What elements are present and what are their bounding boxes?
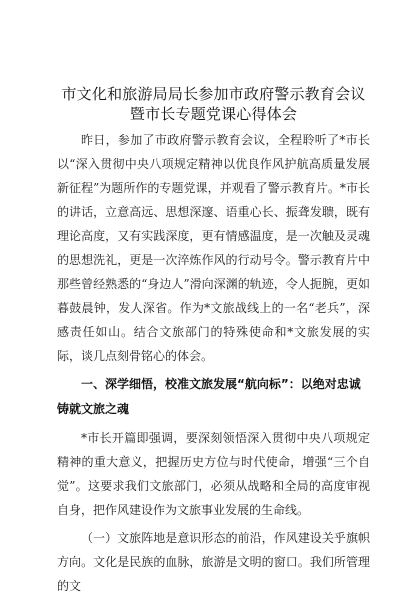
intro-paragraph: 昨日，参加了市政府警示教育会议，全程聆听了*市长以“深入贯彻中央八项规定精神以优良作风护航高质量发展新征程”为题所作的专题党课，并观看了警示教育片。*市长的讲话，立意高远、思想深邃、语重心长、振聋发聩，既有理论高度，又有实践深度，更有情感温度，是一次触及灵魂的思想洗礼，更是一次淬炼作风的行动号令。警示教育片中那些曾经熟悉的“身边人”滑向深渊的轨迹，令人扼腕，更如暮鼓晨钟，发人深省。作为*文旅战线上的一名“老兵”，深感责任如山。结合文旅部门的特殊使命和*文旅发展的实际，谈几点刻骨铭心的体会。 (57, 133, 370, 363)
document-title (57, 84, 370, 124)
section-heading-1: 一、深学细悟，校准文旅发展“航向标”：以绝对忠诚铸就文旅之魂 (57, 377, 361, 416)
section-1-paragraph: *市长开篇即强调，要深刻领悟深入贯彻中央八项规定精神的重大意义，把握历史方位与时代使命，增强“三个自觉”。这要求我们文旅部门，必须从战略和全局的高度审视自身，把作风建设作为文旅事业发展的生命线。 (57, 431, 370, 517)
subsection-1-paragraph: （一）文旅阵地是意识形态的前沿，作风建设关乎旗帜方向。文化是民族的血脉，旅游是文明的窗口。我们所管理的文 (57, 531, 370, 593)
title-line-1: 市文化和旅游局局长参加市政府警示教育会议 (61, 85, 366, 103)
title-line-2: 暨市长专题党课心得体会 (129, 105, 298, 123)
